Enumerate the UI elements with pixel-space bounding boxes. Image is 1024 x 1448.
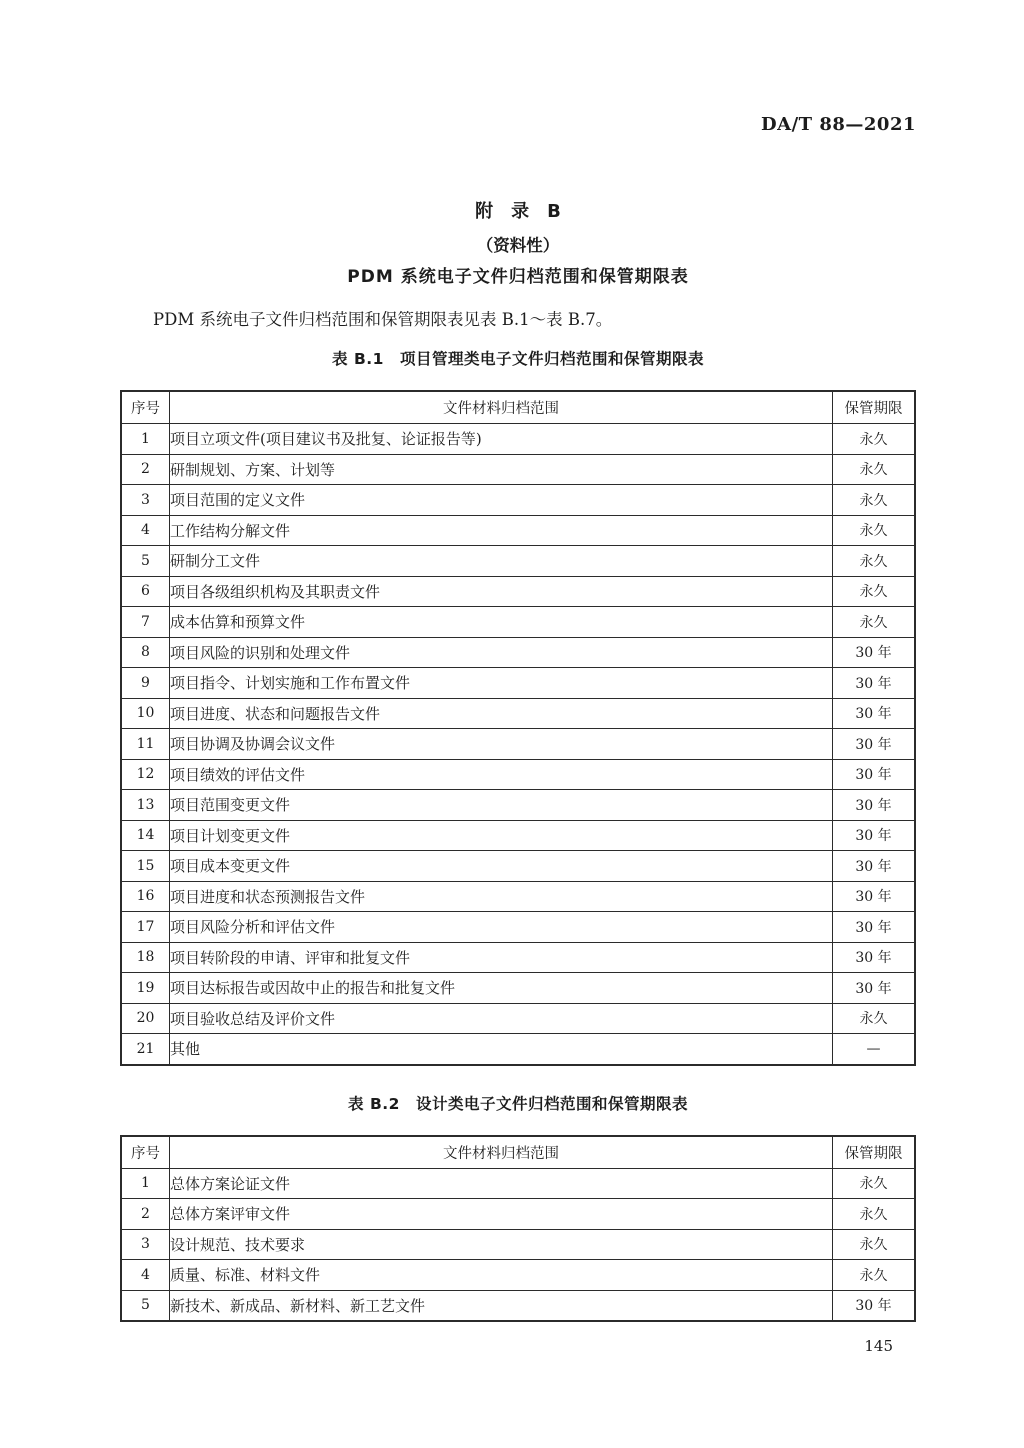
row-index: 3 <box>121 485 170 516</box>
table-row <box>121 820 915 851</box>
row-index: 21 <box>121 1034 170 1065</box>
row-period: 30 年 <box>833 790 916 821</box>
table-row <box>121 1034 915 1065</box>
row-period: 永久 <box>833 515 916 546</box>
table-b1-title: 项目管理类电子文件归档范围和保管期限表 <box>399 350 704 368</box>
row-index: 1 <box>121 1168 170 1199</box>
row-index: 3 <box>121 1229 170 1260</box>
table-header-row <box>121 1136 915 1169</box>
column-header-period: 保管期限 <box>833 1136 916 1169</box>
table-header-row <box>121 391 915 424</box>
column-header-period: 保管期限 <box>833 391 916 424</box>
row-index: 2 <box>121 1199 170 1230</box>
row-period: 永久 <box>833 1168 916 1199</box>
table-row <box>121 942 915 973</box>
table-row <box>121 1199 915 1230</box>
row-scope: 设计规范、技术要求 <box>170 1229 833 1260</box>
table-row <box>121 637 915 668</box>
row-scope: 项目协调及协调会议文件 <box>170 729 833 760</box>
table-row <box>121 576 915 607</box>
row-period: 永久 <box>833 424 916 455</box>
table-row <box>121 790 915 821</box>
table-b2-label: 表 B.2 <box>348 1094 400 1113</box>
row-index: 5 <box>121 546 170 577</box>
row-index: 12 <box>121 759 170 790</box>
column-header-scope: 文件材料归档范围 <box>170 1136 833 1169</box>
row-scope: 项目验收总结及评价文件 <box>170 1003 833 1034</box>
row-index: 1 <box>121 424 170 455</box>
row-period: 永久 <box>833 576 916 607</box>
table-row <box>121 698 915 729</box>
column-header-index: 序号 <box>121 1136 170 1169</box>
table-row <box>121 1003 915 1034</box>
appendix-subtitle: （资料性） <box>476 236 560 255</box>
row-scope: 项目计划变更文件 <box>170 820 833 851</box>
table-row <box>121 454 915 485</box>
row-period: 永久 <box>833 1260 916 1291</box>
row-index: 19 <box>121 973 170 1004</box>
row-scope: 项目成本变更文件 <box>170 851 833 882</box>
row-scope: 其他 <box>170 1034 833 1065</box>
row-scope: 项目立项文件(项目建议书及批复、论证报告等) <box>170 424 833 455</box>
row-scope: 成本估算和预算文件 <box>170 607 833 638</box>
row-index: 14 <box>121 820 170 851</box>
row-index: 13 <box>121 790 170 821</box>
row-period: 永久 <box>833 1229 916 1260</box>
table-b2-caption <box>120 1092 916 1114</box>
row-period: 30 年 <box>833 1290 916 1321</box>
row-period: 永久 <box>833 1003 916 1034</box>
row-period: 30 年 <box>833 729 916 760</box>
row-index: 7 <box>121 607 170 638</box>
column-header-scope: 文件材料归档范围 <box>170 391 833 424</box>
row-index: 2 <box>121 454 170 485</box>
table-row <box>121 668 915 699</box>
row-period: 永久 <box>833 546 916 577</box>
row-period: 30 年 <box>833 820 916 851</box>
row-scope: 项目各级组织机构及其职责文件 <box>170 576 833 607</box>
row-index: 8 <box>121 637 170 668</box>
row-period: 30 年 <box>833 637 916 668</box>
row-scope: 工作结构分解文件 <box>170 515 833 546</box>
row-period: 30 年 <box>833 942 916 973</box>
row-index: 17 <box>121 912 170 943</box>
page-number: 145 <box>864 1337 893 1355</box>
row-scope: 项目进度、状态和问题报告文件 <box>170 698 833 729</box>
standard-code: DA/T 88—2021 <box>761 114 916 135</box>
row-scope: 项目范围变更文件 <box>170 790 833 821</box>
table-row <box>121 607 915 638</box>
row-scope: 项目达标报告或因故中止的报告和批复文件 <box>170 973 833 1004</box>
table-row <box>121 1290 915 1321</box>
row-index: 16 <box>121 881 170 912</box>
row-index: 18 <box>121 942 170 973</box>
row-scope: 质量、标准、材料文件 <box>170 1260 833 1291</box>
table-b1-caption <box>120 347 916 369</box>
row-index: 10 <box>121 698 170 729</box>
table-b1 <box>120 390 916 1066</box>
row-scope: 项目指令、计划实施和工作布置文件 <box>170 668 833 699</box>
row-scope: 项目绩效的评估文件 <box>170 759 833 790</box>
row-period: 永久 <box>833 485 916 516</box>
row-scope: 项目转阶段的申请、评审和批复文件 <box>170 942 833 973</box>
row-scope: 项目范围的定义文件 <box>170 485 833 516</box>
table-row <box>121 546 915 577</box>
row-period: 30 年 <box>833 851 916 882</box>
table-row <box>121 729 915 760</box>
table-row <box>121 1168 915 1199</box>
row-scope: 研制分工文件 <box>170 546 833 577</box>
row-index: 15 <box>121 851 170 882</box>
table-row <box>121 973 915 1004</box>
row-index: 11 <box>121 729 170 760</box>
row-scope: 项目风险的识别和处理文件 <box>170 637 833 668</box>
row-index: 4 <box>121 1260 170 1291</box>
row-index: 5 <box>121 1290 170 1321</box>
row-period: 永久 <box>833 1199 916 1230</box>
table-b2-title: 设计类电子文件归档范围和保管期限表 <box>415 1094 688 1113</box>
row-period: — <box>833 1034 916 1065</box>
row-period: 30 年 <box>833 973 916 1004</box>
row-period: 永久 <box>833 607 916 638</box>
table-row <box>121 851 915 882</box>
column-header-index: 序号 <box>121 391 170 424</box>
row-scope: 项目风险分析和评估文件 <box>170 912 833 943</box>
row-index: 9 <box>121 668 170 699</box>
row-index: 20 <box>121 1003 170 1034</box>
intro-paragraph: PDM 系统电子文件归档范围和保管期限表见表 B.1～表 B.7。 <box>153 310 613 329</box>
table-row <box>121 1229 915 1260</box>
row-period: 永久 <box>833 454 916 485</box>
appendix-title: 附 录 B <box>475 201 561 222</box>
row-scope: 总体方案论证文件 <box>170 1168 833 1199</box>
row-period: 30 年 <box>833 881 916 912</box>
row-index: 6 <box>121 576 170 607</box>
table-row <box>121 759 915 790</box>
table-b1-label: 表 B.1 <box>332 350 384 368</box>
table-row <box>121 424 915 455</box>
row-period: 30 年 <box>833 912 916 943</box>
table-row <box>121 1260 915 1291</box>
row-period: 30 年 <box>833 668 916 699</box>
table-row <box>121 485 915 516</box>
row-scope: 项目进度和状态预测报告文件 <box>170 881 833 912</box>
table-row <box>121 881 915 912</box>
table-row <box>121 515 915 546</box>
row-index: 4 <box>121 515 170 546</box>
row-scope: 新技术、新成品、新材料、新工艺文件 <box>170 1290 833 1321</box>
table-row <box>121 912 915 943</box>
row-period: 30 年 <box>833 759 916 790</box>
row-scope: 总体方案评审文件 <box>170 1199 833 1230</box>
appendix-heading: PDM 系统电子文件归档范围和保管期限表 <box>347 267 689 287</box>
row-period: 30 年 <box>833 698 916 729</box>
table-b2 <box>120 1135 916 1323</box>
row-scope: 研制规划、方案、计划等 <box>170 454 833 485</box>
